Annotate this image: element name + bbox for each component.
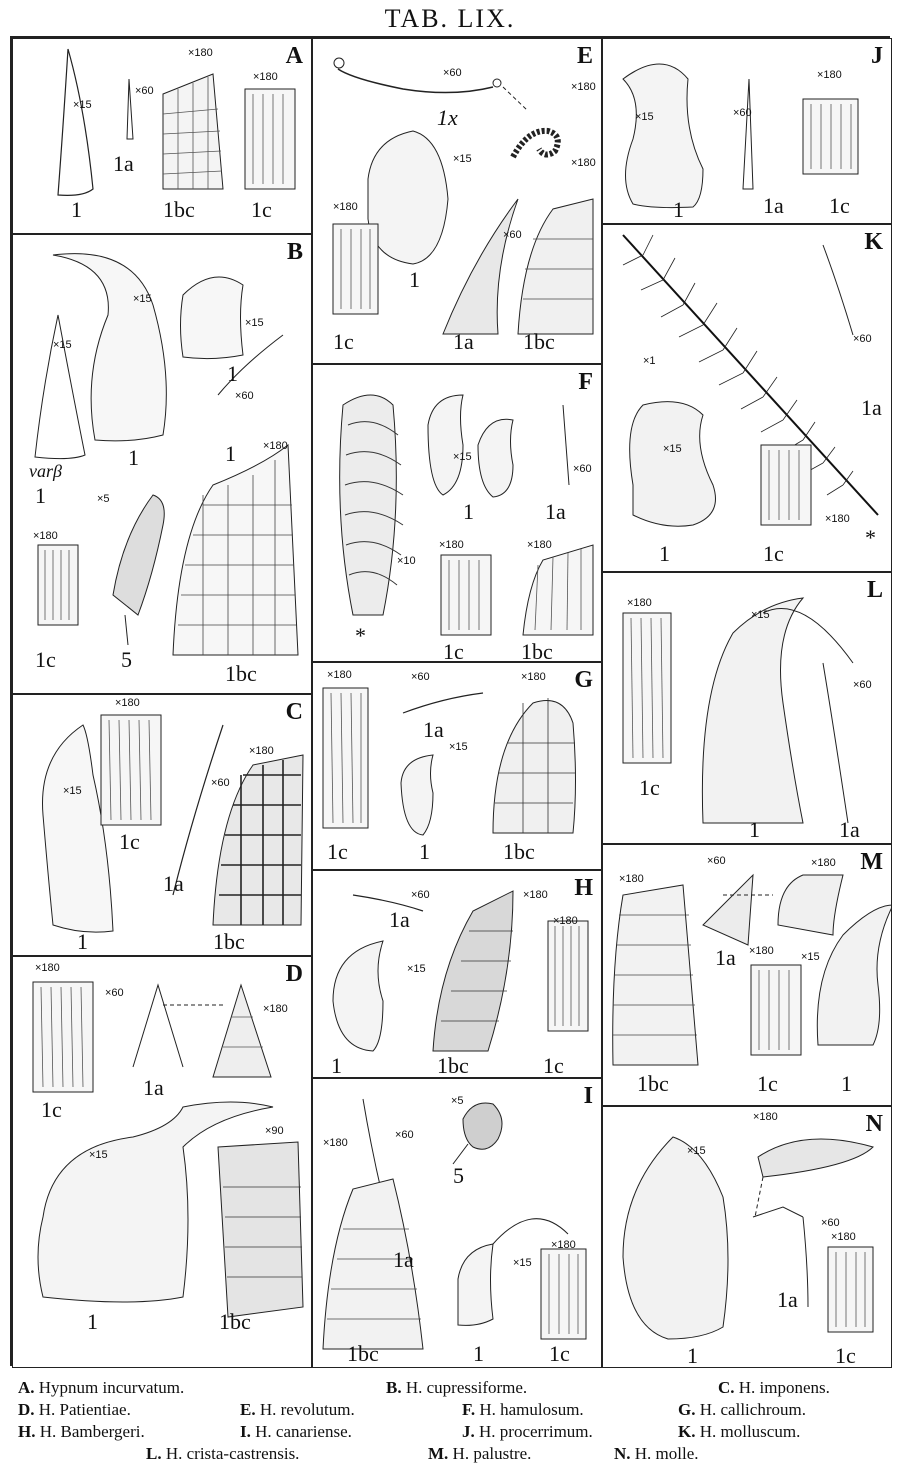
panel-b-mag-5: ×5 (97, 493, 110, 505)
plate-title: TAB. LIX. (384, 4, 516, 33)
panel-e-mag-1: ×60 (443, 67, 462, 79)
panel-g-fig-3: 1 (419, 839, 430, 864)
panel-m-letter: M (860, 849, 883, 875)
caption-name: Hypnum incurvatum. (38, 1378, 185, 1397)
panel-d-fig-3: 1 (87, 1309, 98, 1334)
panel-c-fig-2: 1c (119, 829, 140, 854)
panel-e-mag-5: ×60 (503, 229, 522, 241)
panel-l-fig-2: 1 (749, 817, 760, 842)
panel-a-letter: A (285, 43, 303, 69)
panel-m-fig-1: 1a (715, 945, 736, 970)
panel-d-mag-1: ×180 (35, 962, 60, 974)
panel-n-fig-1: 1a (777, 1287, 798, 1312)
panel-c-mag-4: ×180 (249, 745, 274, 757)
panel-c-letter: C (285, 699, 303, 725)
caption-name: H. canariense. (255, 1422, 352, 1441)
panel-f-fig-1: 1 (463, 499, 474, 524)
caption-row-2 (18, 1400, 888, 1424)
panel-f-mag-1: ×15 (453, 451, 472, 463)
panel-d-mag-4: ×15 (89, 1149, 108, 1161)
panel-f (312, 364, 602, 662)
panel-f-fig-2: 1a (545, 499, 566, 524)
panel-h (312, 870, 602, 1078)
panel-n (602, 1106, 892, 1368)
panel-l (602, 572, 892, 844)
panel-a-mag-3: ×180 (188, 47, 213, 59)
panel-a-mag-1: ×15 (73, 99, 92, 111)
panel-i (312, 1078, 602, 1368)
caption-name: H. molle. (634, 1444, 699, 1463)
caption-name: H. Bambergeri. (39, 1422, 145, 1441)
panel-g-drawing (313, 663, 602, 870)
panel-l-fig-1: 1c (639, 775, 660, 800)
panel-g-mag-1: ×180 (327, 669, 352, 681)
panel-k-mag-1: ×60 (853, 333, 872, 345)
panel-b-fig-9: 1bc (225, 661, 257, 686)
panel-f-letter: F (578, 369, 593, 395)
panel-i-mag-4: ×15 (513, 1257, 532, 1269)
caption-letter: D. (18, 1400, 35, 1419)
panel-b (12, 234, 312, 694)
caption-letter: M. (428, 1444, 449, 1463)
panel-h-mag-2: ×180 (523, 889, 548, 901)
panel-b-mag-2: ×15 (245, 317, 264, 329)
panel-l-fig-3: 1a (839, 817, 860, 842)
panel-e-fig-2: 1 (409, 267, 420, 292)
caption-letter: G. (678, 1400, 696, 1419)
panel-j-fig-2: 1a (763, 193, 784, 218)
panel-k-mag-3: ×15 (663, 443, 682, 455)
panel-n-fig-3: 1c (835, 1343, 856, 1368)
panel-g-mag-4: ×15 (449, 741, 468, 753)
panel-e-mag-2: ×180 (571, 81, 596, 93)
caption-name: H. molluscum. (699, 1422, 801, 1441)
panel-i-mag-3: ×60 (395, 1129, 414, 1141)
panel-b-mag-1: ×15 (133, 293, 152, 305)
panel-b-fig-6: 1 (35, 483, 46, 508)
panel-d (12, 956, 312, 1368)
panel-d-fig-2: 1a (143, 1075, 164, 1100)
panel-m-fig-4: 1 (841, 1071, 852, 1096)
panel-b-fig-8: 1c (35, 647, 56, 672)
panel-e-fig-3: 1c (333, 329, 354, 354)
panel-b-fig-4 (231, 425, 232, 426)
caption-name: H. cupressiforme. (405, 1378, 528, 1397)
panel-a-fig-1: 1 (71, 197, 82, 222)
panel-b-mag-7: ×180 (263, 440, 288, 452)
panel-k-fig-2: 1 (659, 541, 670, 566)
panel-c (12, 694, 312, 956)
panel-g-fig-1: 1a (423, 717, 444, 742)
panel-m-fig-3: 1c (757, 1071, 778, 1096)
panel-h-fig-4: 1c (543, 1053, 564, 1078)
caption-letter: C. (718, 1378, 735, 1397)
panel-c-fig-3: 1a (163, 871, 184, 896)
panel-e (312, 38, 602, 364)
panel-b-fig-7: 5 (121, 647, 132, 672)
panel-f-fig-3: * (355, 623, 366, 648)
panel-h-letter: H (574, 875, 593, 901)
caption-row-1 (18, 1378, 888, 1402)
panel-e-fig-1: 1x (437, 105, 458, 130)
panel-m-fig-2: 1bc (637, 1071, 669, 1096)
caption-name: H. callichroum. (699, 1400, 806, 1419)
panel-k-mag-2: ×1 (643, 355, 656, 367)
panel-n-mag-3: ×60 (821, 1217, 840, 1229)
panel-i-mag-5: ×180 (551, 1239, 576, 1251)
panel-d-mag-2: ×60 (105, 987, 124, 999)
panel-k-fig-3: 1c (763, 541, 784, 566)
panel-i-fig-1: 1a (393, 1247, 414, 1272)
panel-b-fig-1: 1 (128, 445, 139, 470)
panel-j-mag-3: ×180 (817, 69, 842, 81)
caption-name: H. crista-castrensis. (165, 1444, 300, 1463)
panel-l-mag-3: ×60 (853, 679, 872, 691)
panel-c-fig-4: 1bc (213, 929, 245, 954)
caption-letter: E. (240, 1400, 256, 1419)
panel-n-fig-2: 1 (687, 1343, 698, 1368)
panel-j-mag-2: ×60 (733, 107, 752, 119)
panel-e-fig-5: 1bc (523, 329, 555, 354)
panel-c-mag-2: ×180 (115, 697, 140, 709)
panel-j-mag-1: ×15 (635, 111, 654, 123)
panel-m (602, 844, 892, 1106)
panel-g-letter: G (574, 667, 593, 693)
panel-a-fig-2: 1a (113, 151, 134, 176)
panel-c-drawing (13, 695, 312, 956)
panel-k-letter: K (864, 229, 883, 255)
panel-l-letter: L (866, 577, 883, 603)
panel-c-fig-1: 1 (77, 929, 88, 954)
caption-name: H. procerrimum. (479, 1422, 593, 1441)
panel-m-drawing (603, 845, 892, 1106)
panel-n-mag-1: ×180 (753, 1111, 778, 1123)
panel-d-mag-5: ×90 (265, 1125, 284, 1137)
caption-name: H. revolutum. (259, 1400, 355, 1419)
panel-b-fig-5: varβ (29, 461, 62, 481)
caption-row-4 (18, 1444, 888, 1468)
panel-j-fig-3: 1c (829, 193, 850, 218)
panel-h-fig-2: 1 (331, 1053, 342, 1078)
panel-b-fig-3: 1 (225, 441, 236, 466)
caption-letter: B. (386, 1378, 402, 1397)
panel-g-mag-3: ×180 (521, 671, 546, 683)
panel-a-mag-2: ×60 (135, 85, 154, 97)
panel-f-fig-4: 1c (443, 639, 464, 662)
panel-m-mag-5: ×15 (801, 951, 820, 963)
panel-i-fig-3: 1bc (347, 1341, 379, 1366)
panel-d-fig-1: 1c (41, 1097, 62, 1122)
panel-h-mag-1: ×60 (411, 889, 430, 901)
panel-g-fig-4: 1bc (503, 839, 535, 864)
caption-name: H. imponens. (738, 1378, 830, 1397)
panel-f-fig-5: 1bc (521, 639, 553, 662)
panel-h-mag-4: ×15 (407, 963, 426, 975)
panel-k-fig-4: * (865, 525, 876, 550)
panel-h-mag-3: ×180 (553, 915, 578, 927)
caption-letter: H. (18, 1422, 36, 1441)
panel-b-mag-3: ×15 (53, 339, 72, 351)
panel-i-fig-4: 1 (473, 1341, 484, 1366)
panel-i-mag-1: ×5 (451, 1095, 464, 1107)
panel-e-mag-3: ×15 (453, 153, 472, 165)
panel-d-letter: D (285, 961, 303, 987)
panel-i-fig-2: 5 (453, 1163, 464, 1188)
panel-k-mag-4: ×180 (825, 513, 850, 525)
panel-m-mag-3: ×180 (811, 857, 836, 869)
panel-b-letter: B (286, 239, 303, 265)
panel-l-mag-1: ×180 (627, 597, 652, 609)
panel-j-fig-1: 1 (673, 197, 684, 222)
panel-c-mag-1: ×15 (63, 785, 82, 797)
panel-m-mag-2: ×60 (707, 855, 726, 867)
panel-n-letter: N (865, 1111, 883, 1137)
panel-l-mag-2: ×15 (751, 609, 770, 621)
caption-name: H. hamulosum. (479, 1400, 584, 1419)
panel-g (312, 662, 602, 870)
panel-c-mag-3: ×60 (211, 777, 230, 789)
panel-f-mag-4: ×180 (439, 539, 464, 551)
panel-a (12, 38, 312, 234)
panel-l-drawing (603, 573, 892, 844)
panel-n-mag-4: ×180 (831, 1231, 856, 1243)
panel-d-fig-4: 1bc (219, 1309, 251, 1334)
panel-m-mag-1: ×180 (619, 873, 644, 885)
panel-m-mag-4: ×180 (749, 945, 774, 957)
panel-b-mag-6: ×180 (33, 530, 58, 542)
panel-i-mag-2: ×180 (323, 1137, 348, 1149)
panel-a-fig-3: 1bc (163, 197, 195, 222)
panel-g-fig-2: 1c (327, 839, 348, 864)
panel-e-letter: E (576, 43, 593, 69)
panel-b-mag-4: ×60 (235, 390, 254, 402)
panel-g-mag-2: ×60 (411, 671, 430, 683)
panel-i-drawing (313, 1079, 602, 1368)
caption-letter: A. (18, 1378, 35, 1397)
caption-name: H. palustre. (452, 1444, 532, 1463)
panel-k-fig-1: 1a (861, 395, 882, 420)
panel-j-letter: J (871, 43, 883, 69)
panel-b-fig-2: 1 (227, 361, 238, 386)
caption-letter: J. (462, 1422, 475, 1441)
panel-h-drawing (313, 871, 602, 1078)
caption-letter: I. (240, 1422, 251, 1441)
panel-n-mag-2: ×15 (687, 1145, 706, 1157)
panel-i-fig-5: 1c (549, 1341, 570, 1366)
panel-a-fig-4: 1c (251, 197, 272, 222)
caption-row-3 (18, 1422, 888, 1446)
panel-f-mag-5: ×180 (527, 539, 552, 551)
panel-f-mag-3: ×10 (397, 555, 416, 567)
panel-a-mag-4: ×180 (253, 71, 278, 83)
panel-e-mag-4: ×180 (333, 201, 358, 213)
panel-d-drawing (13, 957, 312, 1368)
caption-letter: N. (614, 1444, 631, 1463)
panel-e-mag-6: ×180 (571, 157, 596, 169)
panel-h-fig-3: 1bc (437, 1053, 469, 1078)
panel-k (602, 224, 892, 572)
caption-letter: L. (146, 1444, 162, 1463)
panel-j (602, 38, 892, 224)
panel-d-mag-3: ×180 (263, 1003, 288, 1015)
caption-letter: F. (462, 1400, 476, 1419)
panel-i-letter: I (583, 1083, 593, 1109)
panel-f-mag-2: ×60 (573, 463, 592, 475)
caption-name: H. Patientiae. (38, 1400, 131, 1419)
caption-letter: K. (678, 1422, 696, 1441)
plate-frame (10, 36, 890, 1366)
panel-h-fig-1: 1a (389, 907, 410, 932)
panel-e-fig-4: 1a (453, 329, 474, 354)
